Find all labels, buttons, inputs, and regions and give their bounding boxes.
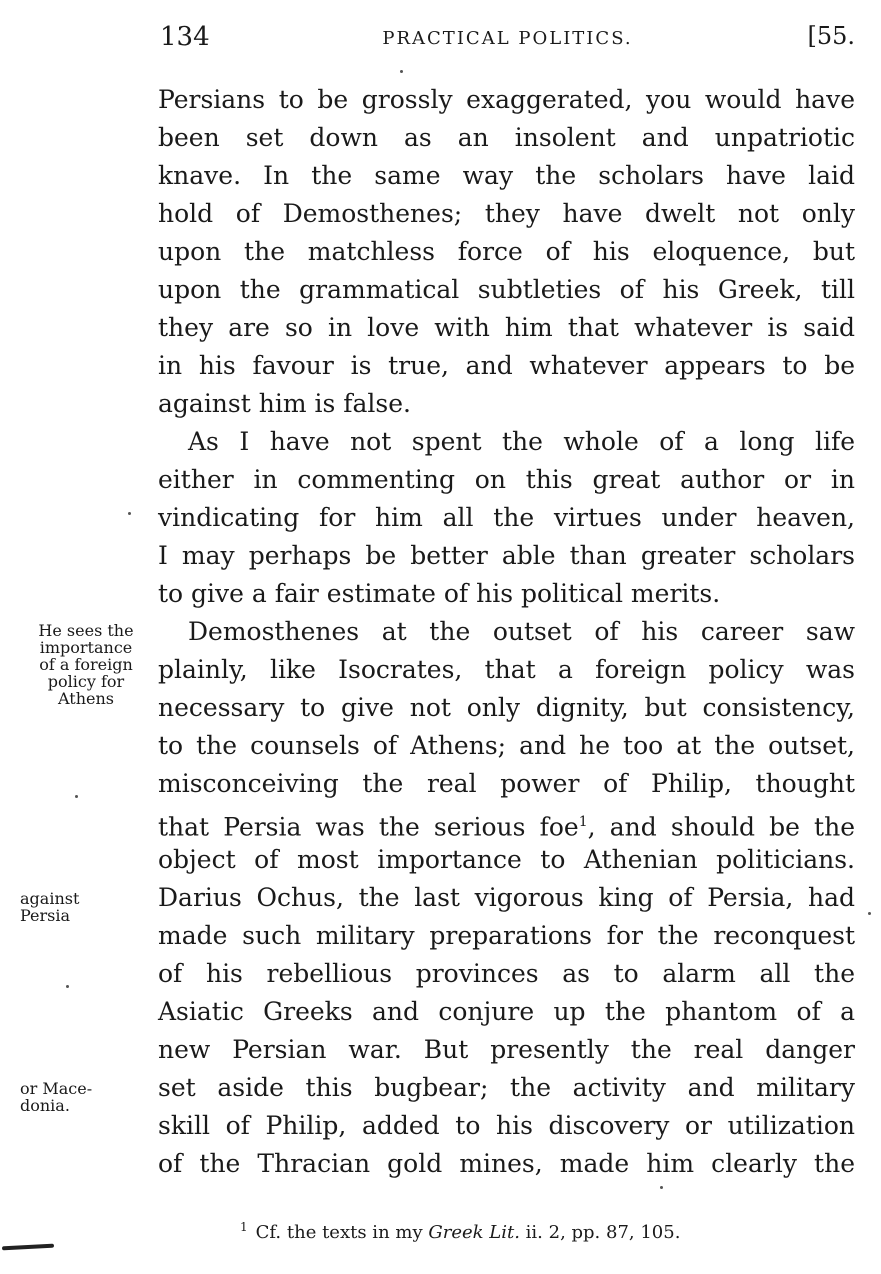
sidenote-line: Persia — [20, 906, 71, 925]
print-speck — [66, 985, 69, 988]
sidenote-line: or Mace- — [20, 1079, 93, 1098]
sidenote-foreign-policy — [20, 622, 152, 707]
print-speck — [400, 70, 403, 73]
text-line: upon the matchless force of his eloquence, but — [158, 237, 855, 266]
text-line: Demosthenes at the outset of his career saw — [188, 617, 855, 646]
sidenote-line: He sees the — [38, 621, 134, 640]
print-speck — [868, 912, 871, 915]
text-line: of the Thracian gold mines, made him clearly the — [158, 1149, 855, 1178]
sidenote-against-persia — [20, 890, 152, 924]
text-line: object of most importance to Athenian politicians. — [158, 845, 855, 874]
text-line: to give a fair estimate of his political merits. — [158, 579, 721, 608]
text-line: Asiatic Greeks and conjure up the phantom of a — [158, 997, 855, 1026]
text-line: against him is false. — [158, 389, 411, 418]
footnote — [240, 1222, 780, 1243]
print-speck — [128, 512, 131, 515]
section-number: [55. — [807, 22, 855, 50]
text-line: necessary to give not only dignity, but consistency, — [158, 693, 855, 722]
text-line: knave. In the same way the scholars have laid — [158, 161, 855, 190]
footnote-suffix: ii. 2, pp. 87, 105. — [519, 1222, 681, 1243]
text-line: hold of Demosthenes; they have dwelt not only — [158, 199, 855, 228]
page-number: 134 — [160, 22, 210, 52]
text-line-with-footnote — [158, 803, 855, 841]
sidenote-line: against — [20, 889, 80, 908]
line-head: that Persia was the serious foe — [158, 812, 579, 842]
running-title: PRACTICAL POLITICS. — [382, 28, 633, 49]
text-line: upon the grammatical subtleties of his Greek, till — [158, 275, 855, 304]
text-line: of his rebellious provinces as to alarm all the — [158, 959, 855, 988]
line-tail: , and should be the — [587, 812, 855, 842]
sidenote-macedonia — [20, 1080, 152, 1114]
text-line: Darius Ochus, the last vigorous king of Persia, had — [158, 883, 855, 912]
print-speck — [660, 1186, 663, 1189]
text-line: either in commenting on this great author or in — [158, 465, 855, 494]
text-line: they are so in love with him that whatever is said — [158, 313, 855, 342]
footnote-marker: 1 — [240, 1220, 248, 1234]
sidenote-line: donia. — [20, 1096, 70, 1115]
text-line: to the counsels of Athens; and he too at the outset, — [158, 731, 855, 760]
sidenote-line: importance — [39, 638, 133, 657]
text-line: Persians to be grossly exaggerated, you would have — [158, 85, 855, 114]
footnote-reference: 1 — [578, 814, 588, 830]
footnote-prefix: Cf. the texts in my — [255, 1222, 429, 1243]
print-speck — [75, 795, 78, 798]
text-line: As I have not spent the whole of a long life — [188, 427, 855, 456]
text-line: been set down as an insolent and unpatriotic — [158, 123, 855, 152]
text-line: set aside this bugbear; the activity and military — [158, 1073, 855, 1102]
text-line: I may perhaps be better able than greater scholars — [158, 541, 855, 570]
sidenote-line: Athens — [58, 689, 114, 708]
body-text — [158, 81, 855, 1183]
sidenote-line: policy for — [47, 672, 125, 691]
text-line: in his favour is true, and whatever appears to be — [158, 351, 855, 380]
text-line: misconceiving the real power of Philip, thought — [158, 769, 855, 798]
text-line: vindicating for him all the virtues under heaven, — [158, 503, 855, 532]
text-line: new Persian war. But presently the real danger — [158, 1035, 855, 1064]
footnote-work-title: Greek Lit. — [428, 1222, 520, 1243]
ink-smudge — [2, 1244, 54, 1251]
text-line: skill of Philip, added to his discovery or utilization — [158, 1111, 855, 1140]
running-header — [160, 22, 855, 56]
text-line: made such military preparations for the reconquest — [158, 921, 855, 950]
sidenote-line: of a foreign — [39, 655, 133, 674]
text-line: plainly, like Isocrates, that a foreign policy was — [158, 655, 855, 684]
